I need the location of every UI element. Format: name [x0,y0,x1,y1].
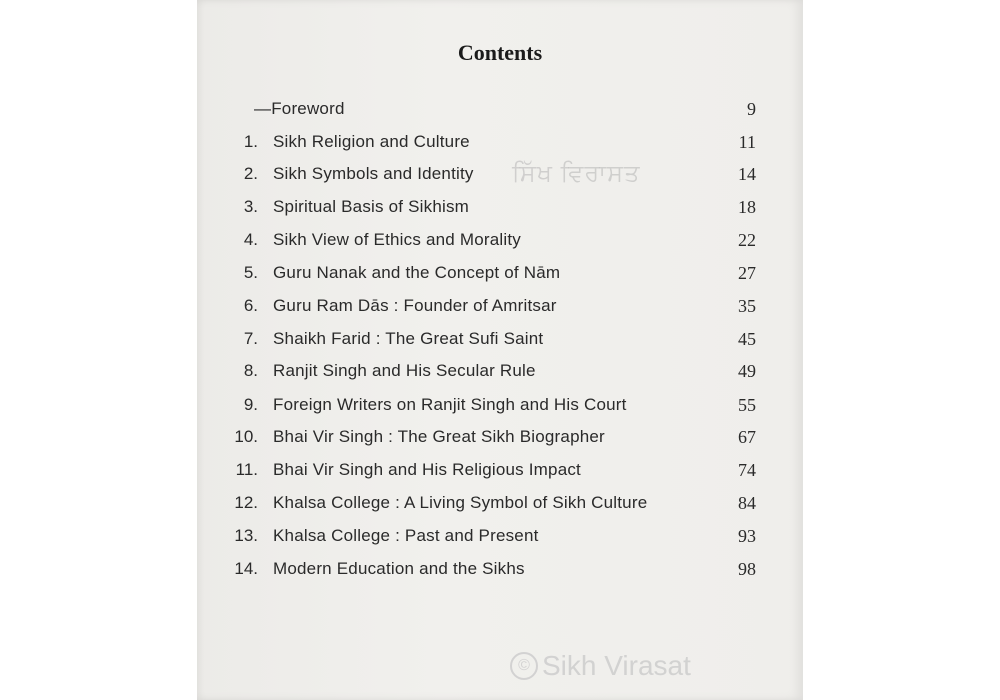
entry-number: 2. [243,164,258,183]
toc-entry [0,228,1000,256]
entry-title: Guru Ram Dās : Founder of Amritsar [273,296,557,315]
toc-entry [0,195,1000,223]
entry-number: 12. [234,493,258,512]
toc-entry [0,359,1000,387]
entry-number: 9. [243,395,258,414]
entry-number: 10. [234,427,258,446]
entry-title: Sikh View of Ethics and Morality [273,230,521,249]
entry-title: Bhai Vir Singh : The Great Sikh Biographer [273,427,605,446]
entry-page: 22 [738,230,756,250]
entry-number: 4. [243,230,258,249]
entry-number: 6. [243,296,258,315]
entry-number: 14. [234,559,258,578]
entry-title: Sikh Symbols and Identity [273,164,474,183]
entry-title: Guru Nanak and the Concept of Nām [273,263,561,282]
entry-title: Foreign Writers on Ranjit Singh and His Court [273,395,627,414]
entry-title: Khalsa College : A Living Symbol of Sikh Culture [273,493,648,512]
entry-page: 74 [738,460,756,480]
entry-number: 5. [243,263,258,282]
entry-page: 35 [738,296,756,316]
entry-page: 55 [738,395,756,415]
entry-page: 49 [738,361,756,381]
toc-entry [0,425,1000,453]
toc-entry [0,97,1000,125]
toc-entry [0,327,1000,355]
toc-entry [0,458,1000,486]
copyright-watermark [510,650,691,682]
toc-entry [0,524,1000,552]
toc-entry [0,162,1000,190]
entry-page: 84 [738,493,756,513]
entry-number: 7. [243,329,258,348]
entry-page: 9 [747,99,756,119]
entry-title: Khalsa College : Past and Present [273,526,539,545]
copyright-icon: © [510,652,538,680]
toc-entry [0,393,1000,421]
entry-number: 8. [243,361,258,380]
entry-page: 18 [738,197,756,217]
entry-page: 11 [738,132,756,152]
copyright-text: Sikh Virasat [542,650,691,681]
entry-page: 14 [738,164,756,184]
toc-entry [0,557,1000,585]
entry-title: Modern Education and the Sikhs [273,559,525,578]
entry-title: Ranjit Singh and His Secular Rule [273,361,536,380]
toc-entry [0,294,1000,322]
entry-number: 1. [243,132,258,151]
entry-number: 11. [235,460,258,479]
toc-entry [0,261,1000,289]
toc-entry [0,491,1000,519]
toc-entry [0,130,1000,158]
entry-number: 3. [243,197,258,216]
entry-page: 98 [738,559,756,579]
page-title: Contents [457,40,543,65]
entry-number: 13. [234,526,258,545]
entry-page: 27 [738,263,756,283]
entry-title: Bhai Vir Singh and His Religious Impact [273,460,581,479]
watermark-text: ਸਿੱਖ ਵਿਰਾਸਤ [512,160,641,187]
entry-title: Shaikh Farid : The Great Sufi Saint [273,329,544,348]
entry-page: 45 [738,329,756,349]
entry-title: Spiritual Basis of Sikhism [273,197,470,216]
entry-title: Sikh Religion and Culture [273,132,470,151]
entry-page: 93 [738,526,756,546]
entry-title: —Foreword [254,99,345,118]
entry-page: 67 [738,427,756,447]
